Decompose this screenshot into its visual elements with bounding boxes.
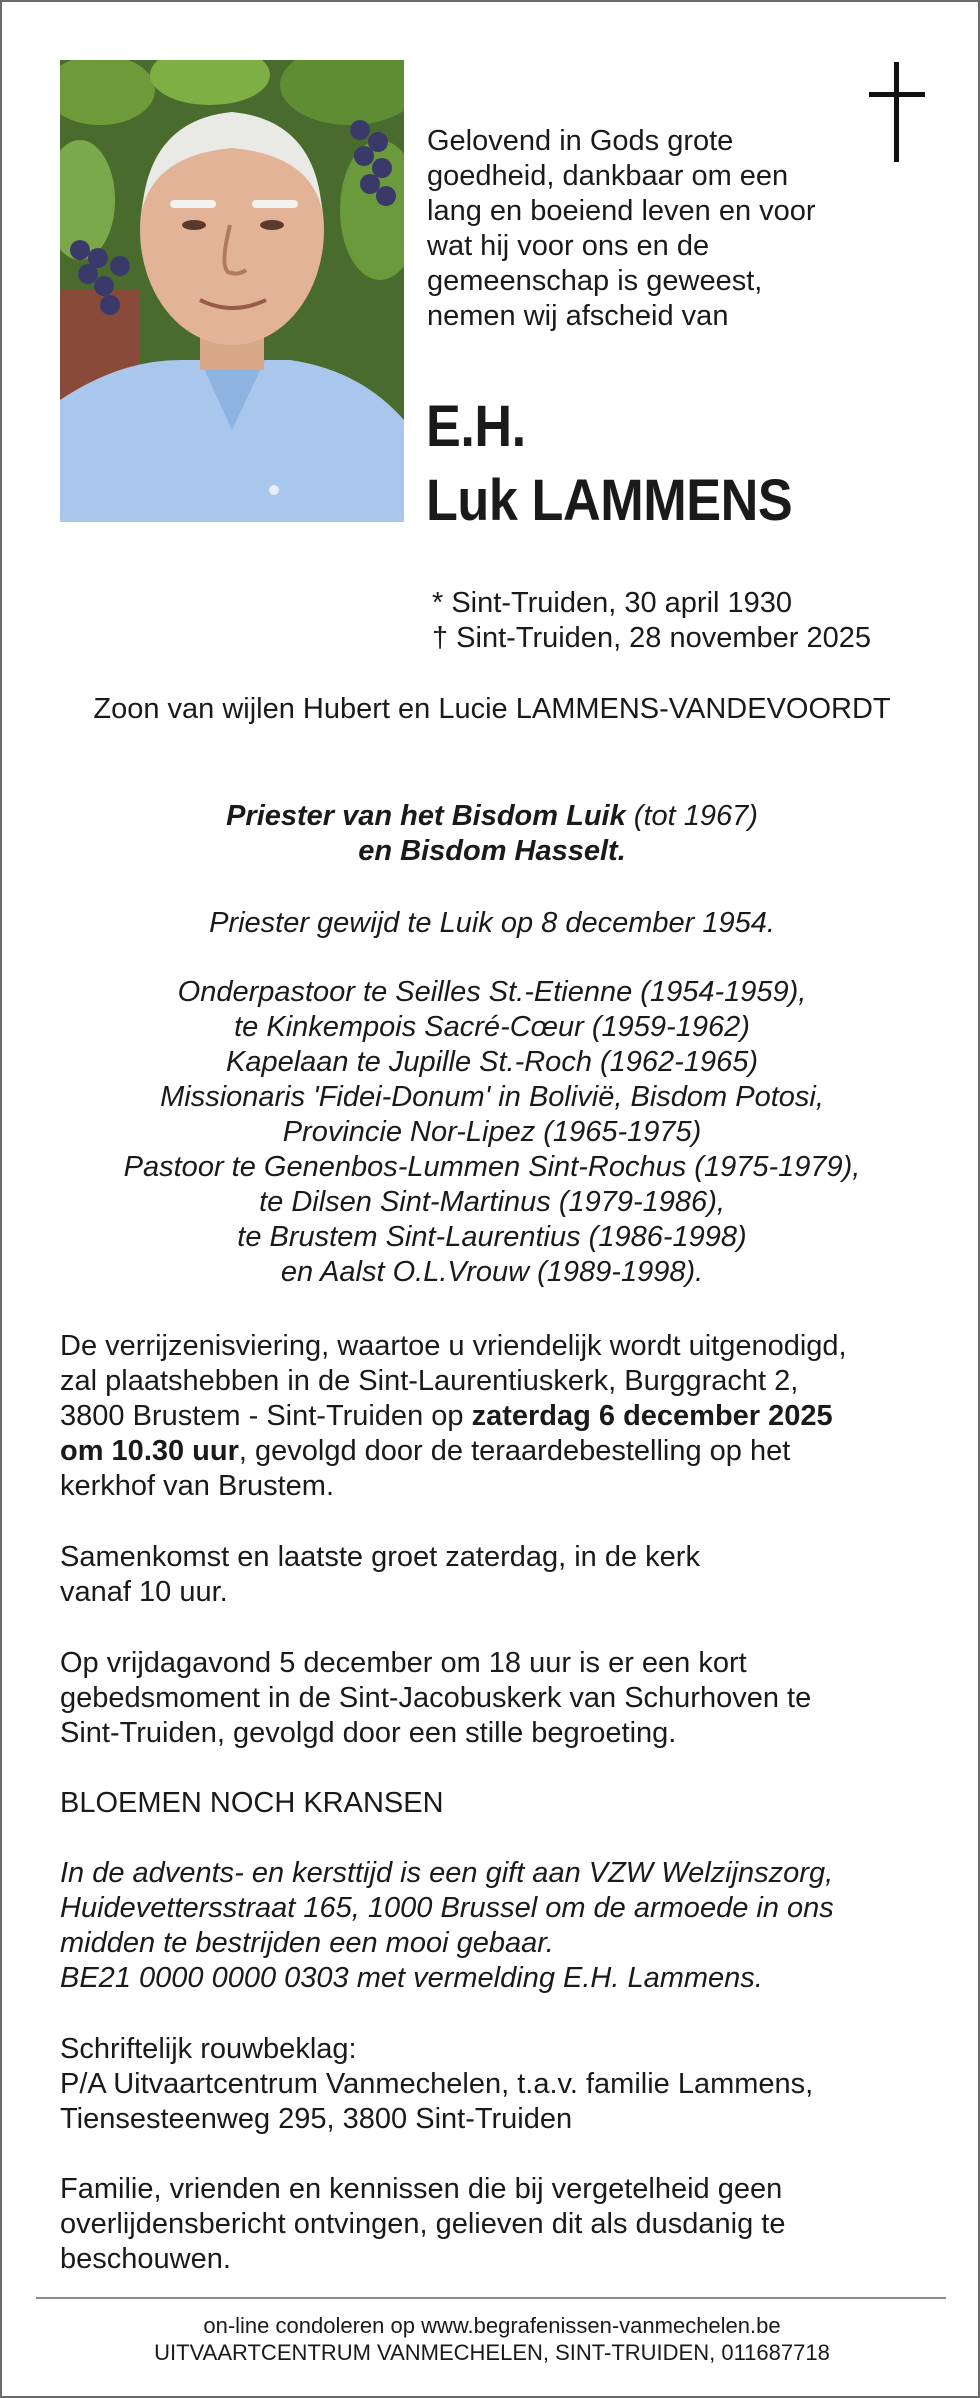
prayer-paragraph	[60, 1646, 940, 1751]
intro-text	[427, 124, 857, 334]
priesthood-diocese-liege: Priester van het Bisdom Luik	[226, 800, 626, 832]
career-item: Onderpastoor te Seilles St.-Etienne (1954-1959),	[177, 976, 807, 1008]
latin-cross-icon	[869, 62, 925, 162]
death-date: † Sint-Truiden, 28 november 2025	[432, 622, 872, 654]
service-line	[60, 1434, 940, 1469]
family-notice	[60, 2172, 940, 2277]
priesthood-period: (tot 1967)	[625, 800, 758, 832]
gathering-line: Samenkomst en laatste groet zaterdag, in de kerk	[60, 1541, 700, 1573]
condolence-line: Tiensesteenweg 295, 3800 Sint-Truiden	[60, 2103, 573, 2135]
family-line: overlijdensbericht ontvingen, gelieven dit als dusdanig te	[60, 2208, 786, 2240]
prayer-line: gebedsmoment in de Sint-Jacobuskerk van Schurhoven te	[60, 1682, 812, 1714]
intro-line: Gelovend in Gods grote	[427, 125, 734, 157]
prayer-line: Sint-Truiden, gevolgd door een stille begroeting.	[60, 1717, 677, 1749]
portrait-photo	[60, 60, 404, 522]
service-location: 3800 Brustem - Sint-Truiden op	[60, 1400, 472, 1432]
condolence-line: Schriftelijk rouwbeklag:	[60, 2033, 357, 2065]
service-line: zal plaatshebben in de Sint-Laurentiuskerk, Burggracht 2,	[60, 1365, 799, 1397]
career-item: Provincie Nor-Lipez (1965-1975)	[282, 1116, 702, 1148]
condolence-line: P/A Uitvaartcentrum Vanmechelen, t.a.v. familie Lammens,	[60, 2068, 814, 2100]
family-line: beschouwen.	[60, 2243, 231, 2275]
donation-account: BE21 0000 0000 0303 met vermelding E.H. Lammens.	[60, 1962, 763, 1994]
intro-line: wat hij voor ons en de	[427, 230, 710, 262]
condolence-address	[60, 2032, 940, 2137]
career-list	[2, 975, 980, 1290]
service-time: om 10.30 uur	[60, 1435, 239, 1467]
prayer-line: Op vrijdagavond 5 december om 18 uur is er een kort	[60, 1647, 747, 1679]
donation-line: midden te bestrijden een mooi gebaar.	[60, 1927, 554, 1959]
service-line: kerkhof van Brustem.	[60, 1470, 334, 1502]
priesthood-title	[2, 799, 980, 869]
career-item: te Kinkempois Sacré-Cœur (1959-1962)	[234, 1011, 750, 1043]
donation-paragraph	[60, 1856, 940, 1996]
ordination-line: Priester gewijd te Luik op 8 december 1954.	[209, 907, 775, 939]
career-item: Missionaris 'Fidei-Donum' in Bolivië, Bisdom Potosi,	[160, 1081, 824, 1113]
deceased-name-block	[426, 390, 946, 538]
funeral-home-contact: UITVAARTCENTRUM VANMECHELEN, SINT-TRUIDEN, 011687718	[154, 2340, 830, 2365]
life-dates	[432, 586, 952, 656]
birth-date: * Sint-Truiden, 30 april 1930	[432, 587, 793, 619]
service-burial: , gevolgd door de teraardebestelling op het	[238, 1435, 791, 1467]
footer	[2, 2312, 980, 2366]
intro-line: nemen wij afscheid van	[427, 300, 729, 332]
career-item: en Aalst O.L.Vrouw (1989-1998).	[280, 1256, 704, 1288]
priesthood-line-1	[2, 799, 980, 834]
career-item: te Dilsen Sint-Martinus (1979-1986),	[259, 1186, 725, 1218]
no-flowers-notice: BLOEMEN NOCH KRANSEN	[60, 1787, 444, 1819]
service-date: zaterdag 6 december 2025	[471, 1400, 833, 1432]
service-line	[60, 1399, 940, 1434]
deceased-name: Luk LAMMENS	[426, 468, 793, 533]
service-line: De verrijzenisviering, waartoe u vriendelijk wordt uitgenodigd,	[60, 1330, 847, 1362]
family-line: Familie, vrienden en kennissen die bij vergetelheid geen	[60, 2173, 783, 2205]
online-condolence-link[interactable]: on-line condoleren op www.begrafenissen-vanmechelen.be	[203, 2313, 781, 2338]
cross	[869, 62, 925, 162]
gathering-line: vanaf 10 uur.	[60, 1576, 228, 1608]
funeral-service-paragraph	[60, 1329, 940, 1504]
gathering-paragraph	[60, 1540, 940, 1610]
donation-line: In de advents- en kersttijd is een gift aan VZW Welzijnszorg,	[60, 1857, 834, 1889]
career-item: Pastoor te Genenbos-Lummen Sint-Rochus (1975-1979),	[123, 1151, 861, 1183]
career-item: Kapelaan te Jupille St.-Roch (1962-1965)	[226, 1046, 758, 1078]
intro-line: lang en boeiend leven en voor	[427, 195, 816, 227]
footer-divider	[36, 2297, 946, 2299]
parents-line: Zoon van wijlen Hubert en Lucie LAMMENS-VANDEVOORDT	[93, 693, 891, 725]
portrait-photo-icon	[60, 60, 404, 522]
deceased-title: E.H.	[426, 394, 526, 459]
career-item: te Brustem Sint-Laurentius (1986-1998)	[237, 1221, 747, 1253]
intro-line: goedheid, dankbaar om een	[427, 160, 789, 192]
intro-line: gemeenschap is geweest,	[427, 265, 763, 297]
donation-line: Huidevettersstraat 165, 1000 Brussel om de armoede in ons	[60, 1892, 834, 1924]
priesthood-diocese-hasselt: en Bisdom Hasselt.	[358, 835, 626, 867]
